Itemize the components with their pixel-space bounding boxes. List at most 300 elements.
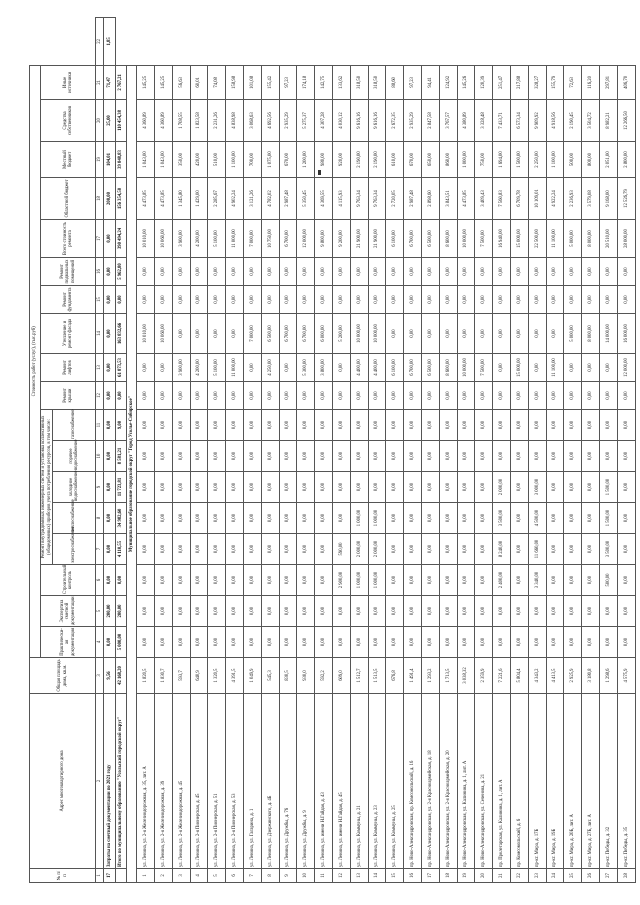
row-value: 0,00 xyxy=(190,472,208,503)
row-value: 10 060,00 xyxy=(154,314,172,354)
row-number: 16 xyxy=(404,869,422,883)
row-value: 0,00 xyxy=(475,472,493,503)
row-value: 0,00 xyxy=(243,258,261,286)
row-value: 11 100,00 xyxy=(546,354,564,382)
row-value: 0,00 xyxy=(243,534,261,565)
row-value: 0,00 xyxy=(475,534,493,565)
row-value: 2 672,35 xyxy=(386,100,404,142)
header-basement: Ремонт подвальных помещений xyxy=(41,258,96,286)
row-value: 0,00 xyxy=(137,382,155,410)
row-address: ул. Ленина, ул. Дзержинского, д. 4Б xyxy=(261,694,279,869)
row-value: 3 068,63 xyxy=(243,100,261,142)
row-value: 1 823,58 xyxy=(190,100,208,142)
row-value: 61 873,53 xyxy=(115,354,127,382)
row-value: 0,00 xyxy=(510,565,528,596)
row-value: 0,00 xyxy=(386,503,404,534)
row-address: пр. Ново-Александровская, ул. 2-я Красноармейская, д. 18 xyxy=(421,694,439,869)
row-value: 0,00 xyxy=(137,286,155,314)
row-value: 10 010,00 xyxy=(137,220,155,258)
row-value: 6 700,00 xyxy=(404,220,422,258)
row-value: 0,00 xyxy=(226,627,244,658)
row-value: 0,00 xyxy=(546,472,564,503)
row-value: 0,00 xyxy=(564,472,582,503)
row-value: 155,42 xyxy=(261,65,279,99)
header-owners-funds: Средства собственников xyxy=(41,100,96,142)
row-value: 0,00 xyxy=(386,534,404,565)
building-row xyxy=(421,18,439,883)
column-number: 17 xyxy=(96,220,104,258)
row-value: 0,00 xyxy=(475,286,493,314)
row-value: 0,00 xyxy=(546,314,564,354)
row-value: 0,00 xyxy=(404,314,422,354)
row-value: 609,0 xyxy=(332,658,350,694)
row-value: 1 708,55 xyxy=(172,100,190,142)
row-value: 0,00 xyxy=(279,472,297,503)
row-value: 4 400,00 xyxy=(368,354,386,382)
row-value: 1 043,00 xyxy=(137,142,155,178)
row-value: 10 000,00 xyxy=(368,314,386,354)
row-value: 2 987,48 xyxy=(404,178,422,220)
row-value: 1 500,00 xyxy=(599,472,617,503)
row-value: 0,00 xyxy=(297,286,315,314)
row-value: 2 720,05 xyxy=(386,178,404,220)
row-value: 0,00 xyxy=(154,286,172,314)
row-address: ул. Ленина, ул. 2-я Железнодорожная, д. 45 xyxy=(172,694,190,869)
row-value: 0,00 xyxy=(368,286,386,314)
row-value: 2 925,9 xyxy=(564,658,582,694)
row-address: пр. Ново-Александровская, ул. Калинина, д. 1, лит. А xyxy=(457,694,475,869)
building-row xyxy=(493,18,511,883)
row-value: 6 700,00 xyxy=(279,220,297,258)
row-value: 6 709,78 xyxy=(510,178,528,220)
row-value: 0,00 xyxy=(528,286,546,314)
row-value: 593,7 xyxy=(172,658,190,694)
column-number: 12 xyxy=(96,382,104,410)
row-value: 0,00 xyxy=(564,382,582,410)
row-value: 0,00 xyxy=(115,286,127,314)
row-value: 0,00 xyxy=(243,503,261,534)
row-number: 12 xyxy=(332,869,350,883)
row-value: 0,00 xyxy=(208,503,226,534)
row-value: 0,00 xyxy=(510,441,528,472)
row-address: Итого по муниципальному образованию "Усольский городской округ" xyxy=(115,694,127,869)
row-value: 0,00 xyxy=(528,382,546,410)
row-value: 0,00 xyxy=(564,258,582,286)
row-value: 0,00 xyxy=(226,534,244,565)
row-value: 0,00 xyxy=(172,441,190,472)
row-value: 12 526,79 xyxy=(617,178,635,220)
row-value: 104,01 xyxy=(104,142,116,178)
column-number: 21 xyxy=(96,65,104,99)
row-value: 1 000,00 xyxy=(350,565,368,596)
row-value: 0,00 xyxy=(315,503,333,534)
row-value: 9 763,34 xyxy=(368,178,386,220)
row-value: 0,00 xyxy=(404,503,422,534)
building-row xyxy=(457,18,475,883)
row-value: 0,00 xyxy=(404,534,422,565)
row-number: 21 xyxy=(493,869,511,883)
row-value: 0,00 xyxy=(564,410,582,441)
row-value: 0,00 xyxy=(457,534,475,565)
row-value: 0,00 xyxy=(154,534,172,565)
rotated-table-container xyxy=(29,17,629,883)
row-value: 10 000,00 xyxy=(350,314,368,354)
row-value: 0,00 xyxy=(172,410,190,441)
row-value: 6 100,00 xyxy=(386,354,404,382)
row-value: 0,00 xyxy=(172,627,190,658)
row-value: 88,60 xyxy=(386,65,404,99)
row-value: 0,00 xyxy=(457,258,475,286)
row-value: 510,00 xyxy=(208,142,226,178)
row-value: 2 847,58 xyxy=(421,100,439,142)
row-value: 0,00 xyxy=(386,382,404,410)
column-number: 9 xyxy=(96,472,104,503)
header-estimate-review: Экспертиза сметной документации xyxy=(41,596,96,627)
repair-register-table xyxy=(29,17,636,883)
row-value: 0,00 xyxy=(493,258,511,286)
row-value: 9,56 xyxy=(104,658,116,694)
row-value: 0,00 xyxy=(279,534,297,565)
row-value: 4 380,89 xyxy=(457,100,475,142)
row-value: 124,92 xyxy=(439,65,457,99)
row-value: 0,00 xyxy=(493,382,511,410)
header-design-docs: Практически-ая документация xyxy=(41,627,96,658)
row-value: 0,00 xyxy=(297,565,315,596)
row-value: 0,00 xyxy=(421,286,439,314)
building-row xyxy=(208,18,226,883)
row-value: 0,00 xyxy=(582,503,600,534)
row-value: 10 000,00 xyxy=(457,220,475,258)
row-value: 0,00 xyxy=(546,258,564,286)
row-address: пр. Комсомольский, д. 6 xyxy=(510,694,528,869)
row-value: 0,00 xyxy=(493,286,511,314)
row-value: 1 000,00 xyxy=(368,565,386,596)
row-value: 0,00 xyxy=(315,627,333,658)
row-value: 6 100,00 xyxy=(386,220,404,258)
row-value: 0,00 xyxy=(332,472,350,503)
row-value: 0,00 xyxy=(261,534,279,565)
row-value: 0,00 xyxy=(226,286,244,314)
row-value: 7 433,71 xyxy=(493,100,511,142)
row-value: 0,00 xyxy=(226,441,244,472)
row-value: 4 838,98 xyxy=(226,100,244,142)
row-value: 0,00 xyxy=(599,382,617,410)
row-value: 16 000,00 xyxy=(617,314,635,354)
row-value: 5 000,00 xyxy=(115,627,127,658)
row-value: 0,00 xyxy=(172,596,190,627)
row-value: 4 473,85 xyxy=(137,178,155,220)
row-value: 0,00 xyxy=(261,565,279,596)
row-value: 0,00 xyxy=(137,410,155,441)
row-value: 0,00 xyxy=(208,472,226,503)
row-value: 0,00 xyxy=(368,258,386,286)
row-value: 3 038,32 xyxy=(457,658,475,694)
register-body xyxy=(96,18,635,883)
row-value: 0,00 xyxy=(243,596,261,627)
row-value: 830,5 xyxy=(279,658,297,694)
row-value: 0,00 xyxy=(172,472,190,503)
row-value: 390 494,24 xyxy=(115,220,127,258)
row-value: 142,75 xyxy=(315,65,333,99)
row-value: 2 935,29 xyxy=(279,100,297,142)
row-value: 56,63 xyxy=(172,65,190,99)
row-value: 0,00 xyxy=(528,410,546,441)
row-value: 1 000,00 xyxy=(457,142,475,178)
row-value: 156 354,50 xyxy=(115,178,127,220)
row-value: 0,00 xyxy=(599,441,617,472)
row-value: 0,00 xyxy=(617,258,635,286)
row-value: 0,00 xyxy=(279,627,297,658)
row-value: 0,00 xyxy=(457,382,475,410)
row-value: 10 000,00 xyxy=(457,354,475,382)
header-heating: теплоснабжение xyxy=(53,503,96,534)
row-value: 0,00 xyxy=(261,627,279,658)
row-value: 328,27 xyxy=(528,65,546,99)
row-value: 318,50 xyxy=(368,65,386,99)
row-value: 0,00 xyxy=(226,382,244,410)
row-value: 0,00 xyxy=(172,286,190,314)
row-value: 11 723,81 xyxy=(115,472,127,503)
row-number: 7 xyxy=(243,869,261,883)
row-value: 500,00 xyxy=(599,565,617,596)
row-value: 0,00 xyxy=(421,565,439,596)
row-address: пр. Ново-Александровская, ул. Сеченова, д. 21 xyxy=(475,694,493,869)
row-value: 4 343,2 xyxy=(528,658,546,694)
column-number: 7 xyxy=(96,534,104,565)
header-foundation: Ремонт фундамента xyxy=(41,286,96,314)
row-value: 4 307,28 xyxy=(315,100,333,142)
row-value: 0,00 xyxy=(546,441,564,472)
row-value: 4 200,00 xyxy=(190,354,208,382)
row-value: 0,00 xyxy=(190,382,208,410)
row-value: 0,00 xyxy=(404,286,422,314)
header-num: № п/п xyxy=(30,869,96,883)
row-value: 0,00 xyxy=(279,258,297,286)
row-value: 800,00 xyxy=(582,142,600,178)
row-value: 0,00 xyxy=(226,410,244,441)
row-value: 0,00 xyxy=(297,534,315,565)
row-value: 3 500,00 xyxy=(493,503,511,534)
row-address: ул. Ленина, ул. Дружбы, д. 9 xyxy=(297,694,315,869)
row-value: 0,00 xyxy=(368,410,386,441)
row-value: 7 500,00 xyxy=(475,220,493,258)
building-row xyxy=(243,18,261,883)
row-value: 2 987,48 xyxy=(279,178,297,220)
row-address: ул. Ленина, ул. 2-я Пионерская, д. 45 xyxy=(190,694,208,869)
row-value: 8 600,00 xyxy=(439,220,457,258)
row-value: 545,3 xyxy=(261,658,279,694)
row-value: 0,00 xyxy=(208,258,226,286)
row-value: 0,00 xyxy=(226,596,244,627)
row-value: 670,00 xyxy=(404,142,422,178)
row-value: 0,00 xyxy=(617,441,635,472)
row-value: 0,00 xyxy=(279,503,297,534)
row-value: 0,00 xyxy=(279,382,297,410)
row-value: 1 100,00 xyxy=(226,142,244,178)
row-value: 0,00 xyxy=(582,382,600,410)
row-number: 14 xyxy=(368,869,386,883)
row-value: 4 400,00 xyxy=(350,354,368,382)
row-value: 0,00 xyxy=(208,627,226,658)
row-value: 97,23 xyxy=(404,65,422,99)
row-value: 0,00 xyxy=(104,286,116,314)
building-row xyxy=(332,18,350,883)
row-value: 297,81 xyxy=(599,65,617,99)
building-row xyxy=(297,18,315,883)
row-value: 0,00 xyxy=(297,441,315,472)
row-value: 0,00 xyxy=(137,503,155,534)
row-value: 1 713,5 xyxy=(439,658,457,694)
row-value: 318,50 xyxy=(350,65,368,99)
row-value: 0,00 xyxy=(172,382,190,410)
row-value: 0,00 xyxy=(208,314,226,354)
row-value: 0,00 xyxy=(475,565,493,596)
row-value: 0,00 xyxy=(332,382,350,410)
row-value: 0,00 xyxy=(475,596,493,627)
header-area: Общая площадь дома, кв.м. xyxy=(30,658,96,694)
row-value: 4 575,9 xyxy=(617,658,635,694)
row-value: 0,00 xyxy=(582,410,600,441)
row-value: 34 982,60 xyxy=(115,503,127,534)
row-value: 116,20 xyxy=(582,65,600,99)
row-value: 0,00 xyxy=(582,472,600,503)
row-value: 0,00 xyxy=(617,472,635,503)
column-number: 16 xyxy=(96,258,104,286)
row-value: 0,00 xyxy=(404,258,422,286)
row-value: 0,00 xyxy=(546,627,564,658)
column-number: 15 xyxy=(96,286,104,314)
row-number: 18 xyxy=(439,869,457,883)
row-value: 9 800,00 xyxy=(315,220,333,258)
row-value: 0,00 xyxy=(208,410,226,441)
row-value: 0,00 xyxy=(421,258,439,286)
row-value: 4 115,93 xyxy=(332,178,350,220)
row-value: 1,85 xyxy=(104,18,116,66)
row-value: 21 900,00 xyxy=(368,220,386,258)
row-value: 1 100,00 xyxy=(546,142,564,178)
row-number: 17 xyxy=(104,869,116,883)
row-value: 0,00 xyxy=(243,354,261,382)
row-number: 3 xyxy=(172,869,190,883)
row-address: ул. Ленина, ул. Коммуны, д. 21 xyxy=(350,694,368,869)
header-gas: газоснабжение xyxy=(53,410,96,441)
row-value: 10 060,00 xyxy=(154,220,172,258)
row-value: 2 400,00 xyxy=(493,565,511,596)
row-value: 0,00 xyxy=(350,410,368,441)
row-value: 4 110,55 xyxy=(115,534,127,565)
row-number: 13 xyxy=(350,869,368,883)
row-value: 1 429,00 xyxy=(190,178,208,220)
row-value: 60,01 xyxy=(190,65,208,99)
building-row xyxy=(546,18,564,883)
row-value: 0,00 xyxy=(332,354,350,382)
row-value: 0,00 xyxy=(368,596,386,627)
row-value: 0,00 xyxy=(421,534,439,565)
row-value: 28 000,00 xyxy=(617,220,635,258)
row-value: 0,00 xyxy=(439,596,457,627)
row-value: 0,00 xyxy=(599,354,617,382)
column-number: 10 xyxy=(96,441,104,472)
row-value: 5 100,00 xyxy=(208,220,226,258)
row-value: 6 500,00 xyxy=(261,314,279,354)
row-value: 74,08 xyxy=(208,65,226,99)
header-construction-control: Строительный контроль xyxy=(41,565,96,596)
row-number: 20 xyxy=(475,869,493,883)
row-value: 0,00 xyxy=(350,258,368,286)
row-value: 0,00 xyxy=(457,627,475,658)
row-value: 120,39 xyxy=(475,65,493,99)
row-address: ул. Ленина, ул. имени Н.Гайдая, д. 45 xyxy=(332,694,350,869)
row-address: ул. Ленина, ул. имени Н.Гайдая, д. 43 xyxy=(315,694,333,869)
row-value: 0,00 xyxy=(332,441,350,472)
row-value: 4 782,02 xyxy=(261,178,279,220)
municipality-band-label: Муниципальное образование городской округ "Город Усолье-Сибирское" xyxy=(127,65,137,882)
row-address: пр-кт. Победы, д. 32 xyxy=(599,694,617,869)
row-value: 2 000,00 xyxy=(368,534,386,565)
building-row xyxy=(279,18,297,883)
row-value: 0,00 xyxy=(115,382,127,410)
row-value: 200,00 xyxy=(104,596,116,627)
row-value: 2 190,45 xyxy=(564,100,582,142)
row-value: 12 000,00 xyxy=(617,354,635,382)
row-value: 15 000,00 xyxy=(510,220,528,258)
row-value: 145,25 xyxy=(137,65,155,99)
row-value: 0,00 xyxy=(261,596,279,627)
row-value: 0,00 xyxy=(510,503,528,534)
row-value: 0,00 xyxy=(475,258,493,286)
row-value: 0,00 xyxy=(564,627,582,658)
row-number: 5 xyxy=(208,869,226,883)
header-electricity: электроснабжение xyxy=(53,534,96,565)
row-number: 22 xyxy=(510,869,528,883)
row-value: 0,00 xyxy=(154,596,172,627)
row-value: 6 500,00 xyxy=(421,220,439,258)
row-number: 9 xyxy=(279,869,297,883)
building-row xyxy=(226,18,244,883)
row-value: 0,00 xyxy=(190,410,208,441)
row-value: 0,00 xyxy=(546,286,564,314)
row-value: 1 200,00 xyxy=(297,142,315,178)
row-address: ул. Ленина, ул. Гагарина, д. 1 xyxy=(243,694,261,869)
row-value: 0,00 xyxy=(386,596,404,627)
row-value: 0,00 xyxy=(421,596,439,627)
row-value: 1 298,6 xyxy=(599,658,617,694)
rotated-page xyxy=(29,17,629,883)
row-value: 1 075,00 xyxy=(261,142,279,178)
row-value: 0,00 xyxy=(582,565,600,596)
column-number: 22 xyxy=(96,18,104,66)
row-value: 7 000,00 xyxy=(243,220,261,258)
row-value: 133,62 xyxy=(332,65,350,99)
row-value: 0,00 xyxy=(617,627,635,658)
row-value: 0,00 xyxy=(404,441,422,472)
row-value: 5 804,4 xyxy=(510,658,528,694)
row-value: 2 935,29 xyxy=(404,100,422,142)
row-value: 0,00 xyxy=(457,410,475,441)
row-value: 0,00 xyxy=(582,286,600,314)
row-value: 0,00 xyxy=(332,627,350,658)
row-value: 0,00 xyxy=(104,472,116,503)
row-value: 1 500,00 xyxy=(510,142,528,178)
header-cold-water: холодное водоснабжение xyxy=(53,472,96,503)
row-value: 8 000,00 xyxy=(582,220,600,258)
row-value: 0,00 xyxy=(315,258,333,286)
row-value: 9 168,00 xyxy=(599,178,617,220)
row-value: 0,00 xyxy=(208,382,226,410)
row-value: 3 843,51 xyxy=(439,178,457,220)
row-value: 0,00 xyxy=(564,565,582,596)
row-value: 0,00 xyxy=(190,503,208,534)
